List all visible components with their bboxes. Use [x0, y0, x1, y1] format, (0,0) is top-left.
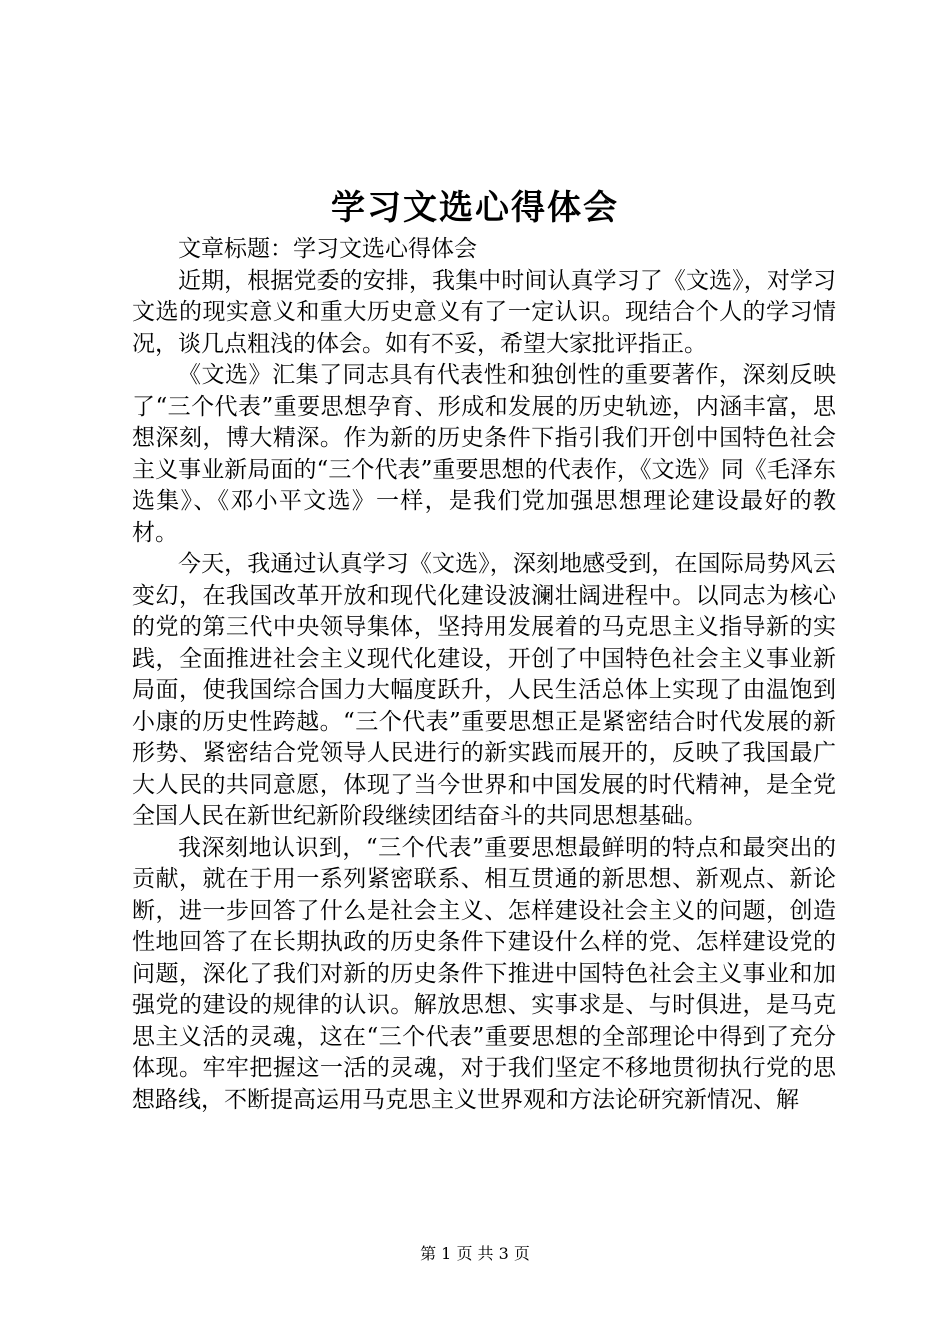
- article-title-line: 文章标题：学习文选心得体会: [178, 236, 477, 262]
- paragraph: 我深刻地认识到，“三个代表”重要思想最鲜明的特点和最突出的贡献，就在于用一系列紧密联系、相互贯通的新思想、新观点、新论断，进一步回答了什么是社会主义、怎样建设社会主义的问题，创造性地回答了在长期执政的历史条件下建设什么样的党、怎样建设党的问题，深化了我们对新的历史条件下推进中国特色社会主义事业和加强党的建设的规律的认识。解放思想、实事求是、与时俱进，是马克思主义活的灵魂，这在“三个代表”重要思想的全部理论中得到了充分体现。牢牢把握这一活的灵魂，对于我们坚定不移地贯彻执行党的思想路线，不断提高运用马克思主义世界观和方法论研究新情况、解: [132, 834, 836, 1113]
- page-number-footer: 第 1 页 共 3 页: [420, 1244, 530, 1263]
- document-title: 学习文选心得体会: [331, 188, 619, 228]
- paragraph: 《文选》汇集了同志具有代表性和独创性的重要著作，深刻反映了“三个代表”重要思想孕育、形成和发展的历史轨迹，内涵丰富，思想深刻，博大精深。作为新的历史条件下指引我们开创中国特色社会主义事业新局面的“三个代表”重要思想的代表作，《文选》同《毛泽东选集》、《邓小平文选》一样，是我们党加强思想理论建设最好的教材。: [132, 362, 836, 546]
- paragraph: 近期，根据党委的安排，我集中时间认真学习了《文选》，对学习文选的现实意义和重大历史意义有了一定认识。现结合个人的学习情况，谈几点粗浅的体会。如有不妥，希望大家批评指正。: [132, 267, 836, 357]
- document-body: [132, 234, 836, 1116]
- paragraph: 今天，我通过认真学习《文选》，深刻地感受到，在国际局势风云变幻，在我国改革开放和现代化建设波澜壮阔进程中。以同志为核心的党的第三代中央领导集体，坚持用发展着的马克思主义指导新的实践，全面推进社会主义现代化建设，开创了中国特色社会主义事业新局面，使我国综合国力大幅度跃升，人民生活总体上实现了由温饱到小康的历史性跨越。“三个代表”重要思想正是紧密结合时代发展的新形势、紧密结合党领导人民进行的新实践而展开的，反映了我国最广大人民的共同意愿，体现了当今世界和中国发展的时代精神，是全党全国人民在新世纪新阶段继续团结奋斗的共同思想基础。: [132, 551, 836, 829]
